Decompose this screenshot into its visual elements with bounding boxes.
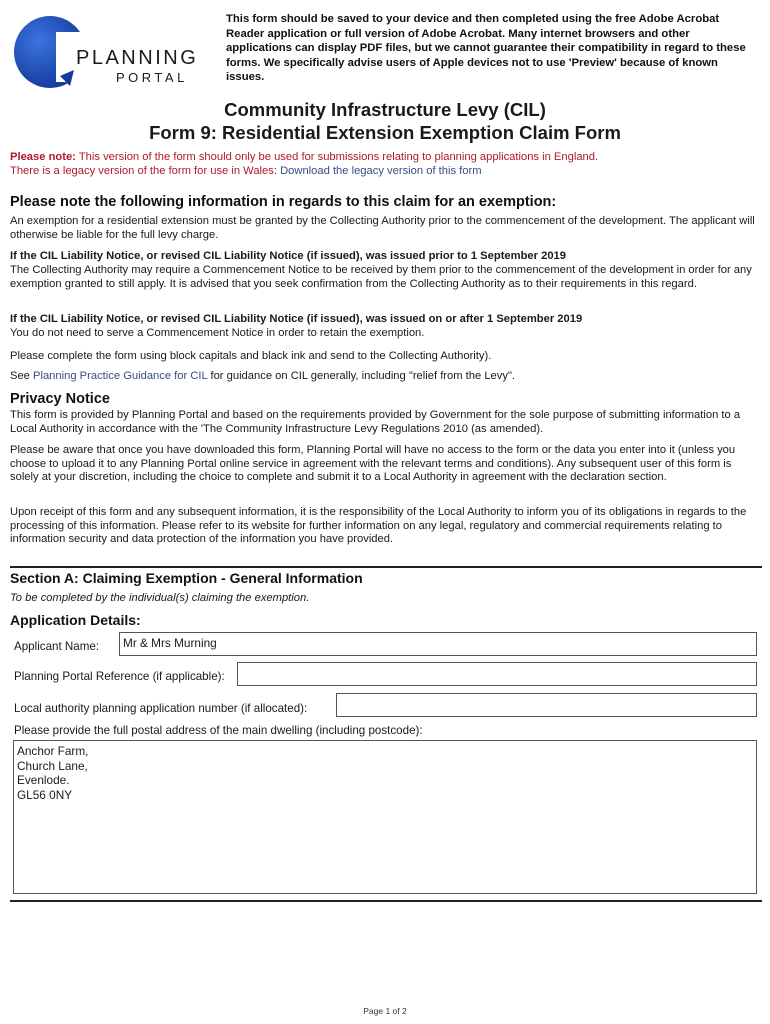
form-title — [0, 98, 770, 144]
privacy-heading: Privacy Notice — [10, 391, 110, 407]
please-note-label: Please note: — [10, 151, 76, 163]
prior-2019-text: The Collecting Authority may require a Commencement Notice to be received by them prior to the commencement of the development in order for any exemption granted to still apply. It is advised that you seek confirmation from the Collecting Authority as to their requirements in this regard. — [10, 264, 752, 290]
title-line-2: Form 9: Residential Extension Exemption Claim Form — [149, 122, 621, 143]
page-number: Page 1 of 2 — [363, 1006, 407, 1016]
pp-reference-field[interactable] — [237, 662, 757, 686]
wales-legacy-link[interactable]: Download the legacy version of this form — [280, 164, 482, 177]
exemption-paragraph: An exemption for a residential extension must be granted by the Collecting Authority prior to the commencement of the development. The applicant will otherwise be liable for the full levy charge. — [10, 215, 755, 241]
section-a-heading: Section A: Claiming Exemption - General Information — [10, 570, 363, 586]
cil-guidance-link[interactable]: Planning Practice Guidance for CIL — [33, 370, 208, 382]
exemption-heading: Please note the following information in regards to this claim for an exemption: — [10, 194, 557, 210]
application-details-heading: Application Details: — [10, 612, 141, 628]
please-note — [10, 151, 755, 178]
section-a-bottom-rule — [10, 900, 762, 902]
section-a-subtitle: To be completed by the individual(s) claiming the exemption. — [10, 592, 310, 604]
applicant-name-value: Mr & Mrs Murning — [123, 636, 217, 650]
postal-address-field[interactable] — [13, 740, 757, 894]
privacy-paragraph-2: Please be aware that once you have downloaded this form, Planning Portal will have no access to the form or the data you enter into it (unless you choose to upload it to any Planning Portal online service in agreement with the relevant terms and conditions). Any subsequent user of this form is solely at your discretion, including the choice to complete and submit it to a Local Authority in agreement with the declaration section. — [10, 444, 736, 483]
guidance-suffix: for guidance on CIL generally, including "relief from the Levy". — [210, 370, 516, 382]
applicant-name-field[interactable] — [119, 632, 757, 656]
wales-note-text: There is a legacy version of the form for use in Wales: — [10, 164, 277, 177]
logo-text-planning: PLANNING — [76, 47, 199, 69]
privacy-paragraph-1: This form is provided by Planning Portal and based on the requirements provided by Government for the sole purpose of submitting information to a Local Authority in accordance with the 'The Community Infrastructure Levy Regulations 2010 (as amended). — [10, 409, 741, 435]
planning-portal-logo — [14, 14, 214, 94]
la-application-number-value — [337, 694, 756, 697]
pp-reference-value — [238, 663, 756, 666]
postal-address-value: Anchor Farm, Church Lane, Evenlode. GL56 0NY — [17, 744, 89, 802]
guidance-prefix: See — [10, 370, 30, 382]
complete-instructions: Please complete the form using block capitals and black ink and send to the Collecting Authority). — [10, 350, 492, 362]
title-line-1: Community Infrastructure Levy (CIL) — [224, 99, 546, 120]
la-application-number-field[interactable] — [336, 693, 757, 717]
postal-address-label: Please provide the full postal address of the main dwelling (including postcode): — [14, 724, 423, 737]
after-2019-heading: If the CIL Liability Notice, or revised CIL Liability Notice (if issued), was issued on or after 1 September 2019 — [10, 313, 583, 325]
la-application-number-label: Local authority planning application number (if allocated): — [14, 702, 308, 715]
please-note-text: This version of the form should only be used for submissions relating to planning applications in England. — [78, 151, 599, 163]
pp-reference-label: Planning Portal Reference (if applicable): — [14, 670, 225, 683]
privacy-paragraph-3: Upon receipt of this form and any subsequent information, it is the responsibility of the Local Authority to inform you of its obligations in regards to the processing of this information. Please refer to its website for further information on any legal, regulatory and commercial requirements relating to information security and data protection of the information you have provided. — [10, 506, 747, 545]
section-a-top-rule — [10, 566, 762, 568]
applicant-name-label: Applicant Name: — [14, 640, 100, 653]
logo-text-portal: PORTAL — [116, 70, 188, 85]
software-notice: This form should be saved to your device and then completed using the free Adobe Acrobat Reader application or full version of Adobe Acrobat. Many internet browsers and other applications can display PDF files, but we cannot guarantee their compatibility in regard to these forms. We specifically advise users of Apple devices not to use 'Preview' because of known issues. — [226, 13, 746, 83]
prior-2019-heading: If the CIL Liability Notice, or revised CIL Liability Notice (if issued), was issued prior to 1 September 2019 — [10, 250, 566, 262]
guidance-line — [10, 370, 755, 384]
after-2019-text: You do not need to serve a Commencement Notice in order to retain the exemption. — [10, 327, 425, 339]
